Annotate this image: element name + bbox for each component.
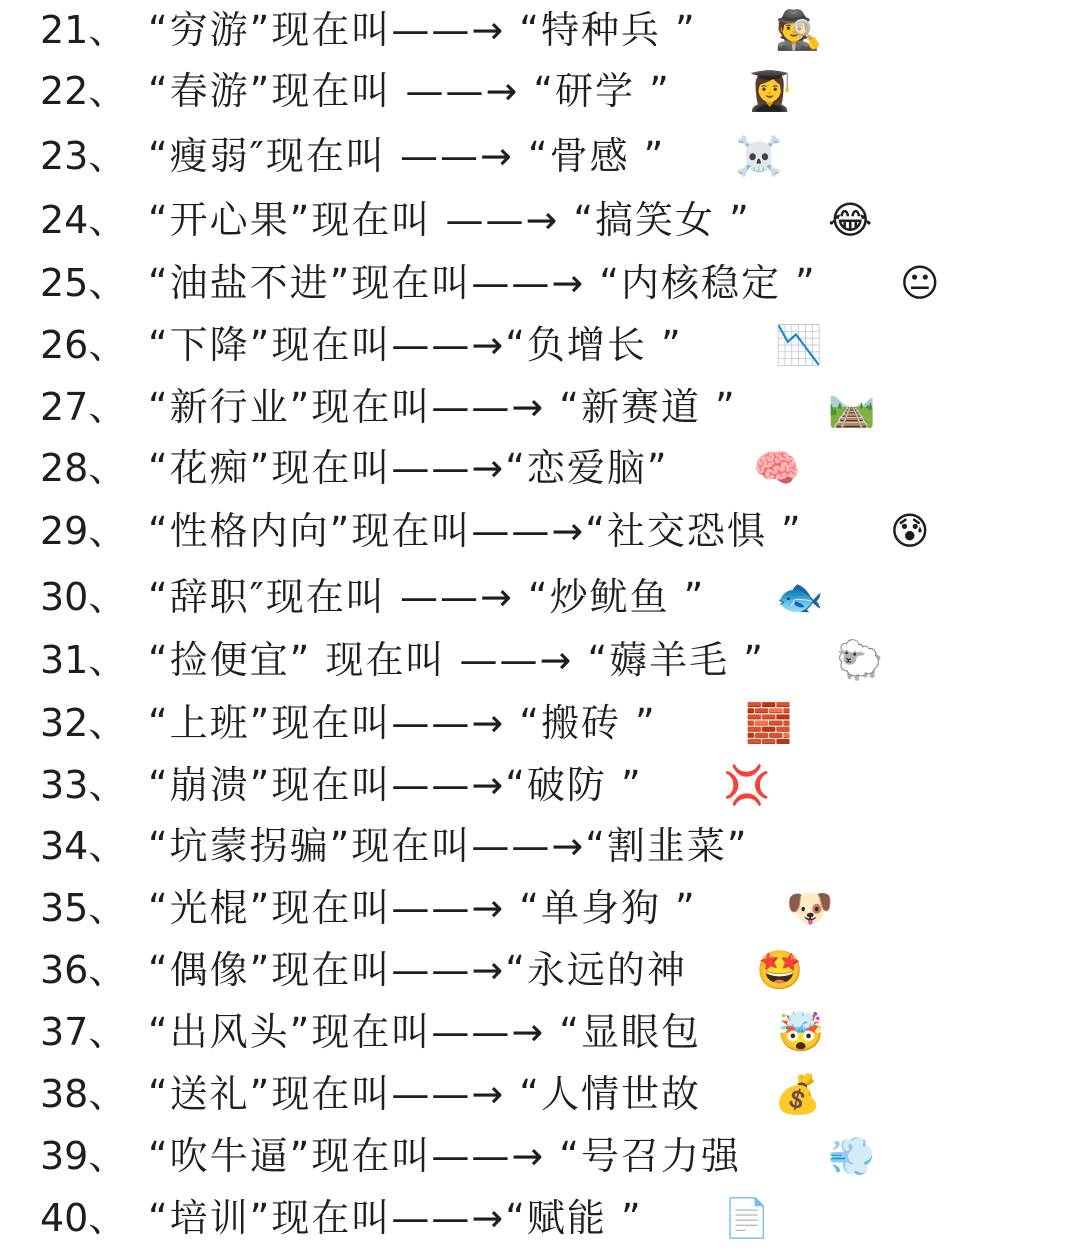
list-item	[0, 1004, 1080, 1060]
star-struck-emoji-icon: 🤩	[756, 948, 804, 992]
list-item	[0, 379, 1080, 435]
item-number: 23、	[40, 134, 127, 178]
list-item	[0, 757, 1080, 813]
item-text: “上班”现在叫——→ “搬砖 ”	[148, 701, 657, 745]
item-number: 40、	[40, 1196, 127, 1240]
list-item	[0, 1190, 1080, 1246]
item-text: “崩溃”现在叫——→“破防 ”	[148, 763, 643, 807]
item-text: “花痴”现在叫——→“恋爱脑”	[148, 446, 669, 490]
list-item	[0, 128, 1080, 184]
item-text: “春游”现在叫 ——→ “研学 ”	[148, 69, 671, 113]
detective-emoji-icon: 🕵️	[775, 8, 823, 52]
item-number: 26、	[40, 323, 127, 367]
item-number: 39、	[40, 1134, 127, 1178]
dog-face-emoji-icon: 🐶	[786, 886, 834, 930]
list-item	[0, 503, 1080, 559]
item-text: “油盐不进”现在叫——→ “内核稳定 ”	[148, 261, 817, 305]
item-number: 21、	[40, 8, 127, 52]
list-item	[0, 1066, 1080, 1122]
railway-track-emoji-icon: 🛤️	[828, 385, 876, 429]
item-text: “辞职″现在叫 ——→ “炒鱿鱼 ”	[148, 575, 706, 619]
chart-decreasing-emoji-icon: 📉	[775, 323, 823, 367]
item-text: “光棍”现在叫——→ “单身狗 ”	[148, 886, 697, 930]
item-number: 34、	[40, 824, 127, 868]
list-item	[0, 255, 1080, 311]
list-item	[0, 440, 1080, 496]
item-text: “性格内向”现在叫——→“社交恐惧 ”	[148, 509, 803, 553]
money-bag-emoji-icon: 💰	[774, 1072, 822, 1116]
item-text: “下降”现在叫——→“负增长 ”	[148, 323, 683, 367]
list-item	[0, 63, 1080, 119]
neutral-face-emoji-icon: 😐	[900, 261, 940, 305]
item-number: 22、	[40, 69, 127, 113]
list-item	[0, 1128, 1080, 1184]
item-text: “瘦弱″现在叫 ——→ “骨感 ”	[148, 134, 666, 178]
list-item	[0, 695, 1080, 751]
item-text: “偶像”现在叫——→“永远的神	[148, 948, 687, 992]
item-text: “穷游”现在叫——→ “特种兵 ”	[148, 8, 697, 52]
item-text: “培训”现在叫——→“赋能 ”	[148, 1196, 643, 1240]
item-text: “新行业”现在叫——→ “新赛道 ”	[148, 385, 737, 429]
list-item	[0, 818, 1080, 874]
item-number: 38、	[40, 1072, 127, 1116]
list-item	[0, 192, 1080, 248]
item-number: 24、	[40, 198, 127, 242]
anger-symbol-emoji-icon: 💢	[723, 763, 771, 807]
list-item	[0, 569, 1080, 625]
fish-emoji-icon: 🐟	[776, 575, 824, 619]
item-number: 32、	[40, 701, 127, 745]
item-number: 27、	[40, 385, 127, 429]
item-number: 29、	[40, 509, 127, 553]
list-item	[0, 317, 1080, 373]
dash-emoji-icon: 💨	[828, 1134, 876, 1178]
list-item	[0, 942, 1080, 998]
item-text: “捡便宜” 现在叫 ——→ “薅羊毛 ”	[148, 638, 765, 682]
brick-emoji-icon: 🧱	[745, 701, 793, 745]
exploding-head-emoji-icon: 🤯	[777, 1010, 825, 1054]
graduate-emoji-icon: 👩‍🎓	[746, 69, 794, 113]
page-facing-up-emoji-icon: 📄	[723, 1196, 771, 1240]
item-text: “送礼”现在叫——→ “人情世故	[148, 1072, 701, 1116]
item-number: 28、	[40, 446, 127, 490]
list-item	[0, 632, 1080, 688]
item-text: “坑蒙拐骗”现在叫——→“割韭菜”	[148, 824, 749, 868]
item-number: 30、	[40, 575, 127, 619]
item-text: “吹牛逼”现在叫——→ “号召力强	[148, 1134, 741, 1178]
list-item	[0, 2, 1080, 58]
item-number: 35、	[40, 886, 127, 930]
item-text: “出风头”现在叫——→ “显眼包	[148, 1010, 701, 1054]
item-number: 37、	[40, 1010, 127, 1054]
item-number: 31、	[40, 638, 127, 682]
sheep-emoji-icon: 🐑	[836, 638, 884, 682]
item-text: “开心果”现在叫 ——→ “搞笑女 ”	[148, 198, 751, 242]
anxious-face-emoji-icon: 😰	[890, 509, 930, 553]
list-item	[0, 880, 1080, 936]
skull-crossbones-emoji-icon: ☠️	[735, 134, 783, 178]
tears-of-joy-emoji-icon: 😂	[828, 198, 873, 242]
item-number: 25、	[40, 261, 127, 305]
item-number: 33、	[40, 763, 127, 807]
item-number: 36、	[40, 948, 127, 992]
brain-emoji-icon: 🧠	[753, 446, 801, 490]
